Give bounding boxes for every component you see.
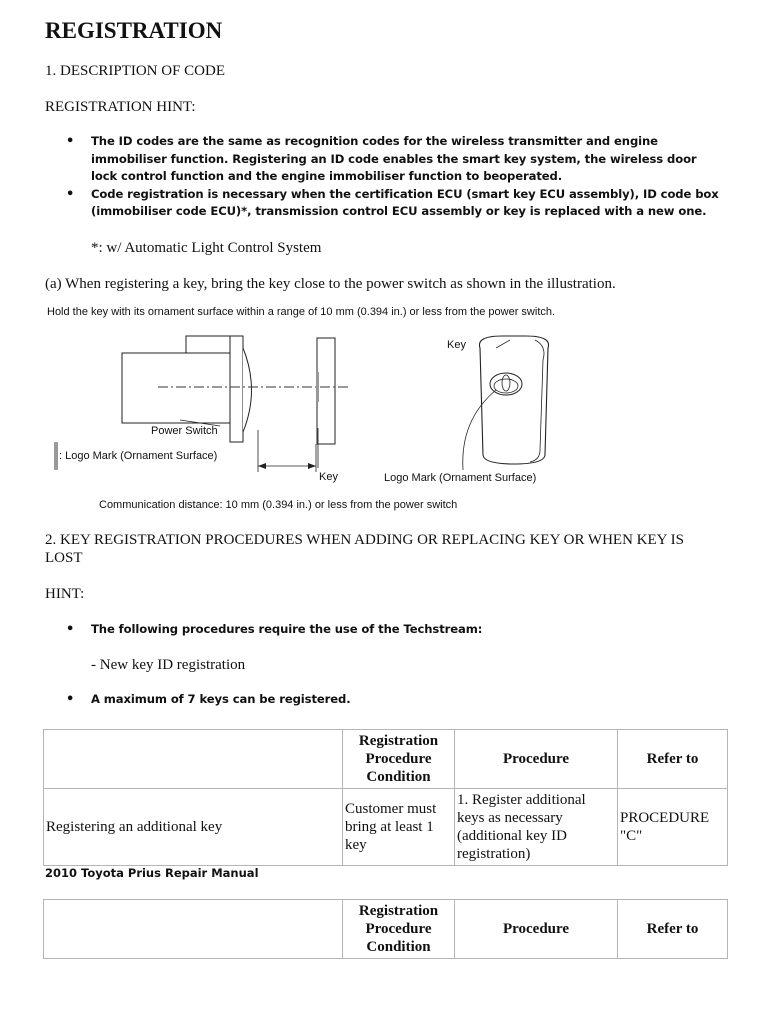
new-key-id-registration: - New key ID registration	[91, 657, 246, 673]
section-description-of-code: 1. DESCRIPTION OF CODE	[45, 63, 226, 79]
table-cell: Customer must bring at least 1 key	[343, 789, 455, 866]
label-logo-right: Logo Mark (Ornament Surface)	[384, 472, 537, 484]
power-switch-body	[122, 353, 232, 423]
smart-key-front	[479, 336, 548, 464]
table-header-cell: Registration Procedure Condition	[343, 730, 455, 789]
table-header-row	[44, 900, 728, 959]
hint-label: HINT:	[45, 586, 85, 602]
label-power-switch: Power Switch	[151, 425, 218, 437]
power-switch-collar	[186, 336, 232, 353]
table-cell: PROCEDURE "C"	[618, 789, 728, 866]
label-key-right: Key	[447, 339, 466, 351]
table-header-cell	[44, 900, 343, 959]
registration-table-2	[43, 899, 728, 959]
logo-mark-left	[316, 372, 319, 402]
page-title: REGISTRATION	[45, 18, 223, 43]
dim-arrow-right	[308, 463, 316, 469]
caption-top: Hold the key with its ornament surface within a range of 10 mm (0.394 in.) or less from the power switch.	[47, 306, 556, 318]
power-switch-flange	[230, 336, 243, 442]
table-cell: Registering an additional key	[44, 789, 343, 866]
logo-legend-swatch	[54, 442, 58, 470]
techstream-bullet-list	[45, 621, 725, 639]
key-diagram	[40, 300, 600, 520]
table-header-cell: Registration Procedure Condition	[343, 900, 455, 959]
power-switch-button	[243, 348, 252, 432]
table-header-row	[44, 730, 728, 789]
list-item: • A maximum of 7 keys can be registered.	[45, 691, 725, 709]
list-item: • The ID codes are the same as recognition codes for the wireless transmitter and engine immobiliser function. Registering an ID code enables the smart key system, the wireless door lock control function and the engine immobiliser function to beoperated.	[45, 133, 725, 186]
table-header-cell: Refer to	[618, 900, 728, 959]
max-keys-bullet-list	[45, 691, 725, 709]
table-cell: 1. Register additional keys as necessary (additional key ID registration)	[455, 789, 618, 866]
list-item: • The following procedures require the use of the Techstream:	[45, 621, 725, 639]
table-header-cell: Procedure	[455, 900, 618, 959]
label-logo-legend: : Logo Mark (Ornament Surface)	[59, 450, 218, 462]
dim-arrow-left	[258, 463, 266, 469]
footnote: *: w/ Automatic Light Control System	[91, 240, 322, 256]
table-header-cell	[44, 730, 343, 789]
section-key-registration: 2. KEY REGISTRATION PROCEDURES WHEN ADDING OR REPLACING KEY OR WHEN KEY IS LOST	[45, 532, 685, 566]
table-row	[44, 789, 728, 866]
key-side-view	[317, 338, 335, 444]
label-key-left: Key	[319, 471, 338, 483]
paragraph-a: (a) When registering a key, bring the key close to the power switch as shown in the illustration.	[45, 276, 616, 292]
illustration	[40, 300, 600, 520]
table-header-cell: Procedure	[455, 730, 618, 789]
table-header-cell: Refer to	[618, 730, 728, 789]
list-item: • Code registration is necessary when the certification ECU (smart key ECU assembly), ID code box (immobiliser code ECU)*, transmission control ECU assembly or key is replaced with a new one.	[45, 186, 725, 221]
registration-hint-label: REGISTRATION HINT:	[45, 99, 196, 115]
caption-bottom: Communication distance: 10 mm (0.394 in.) or less from the power switch	[99, 499, 458, 511]
page-footer: 2010 Toyota Prius Repair Manual	[45, 866, 259, 880]
hint-bullet-list	[45, 133, 725, 221]
registration-table-1	[43, 729, 728, 866]
